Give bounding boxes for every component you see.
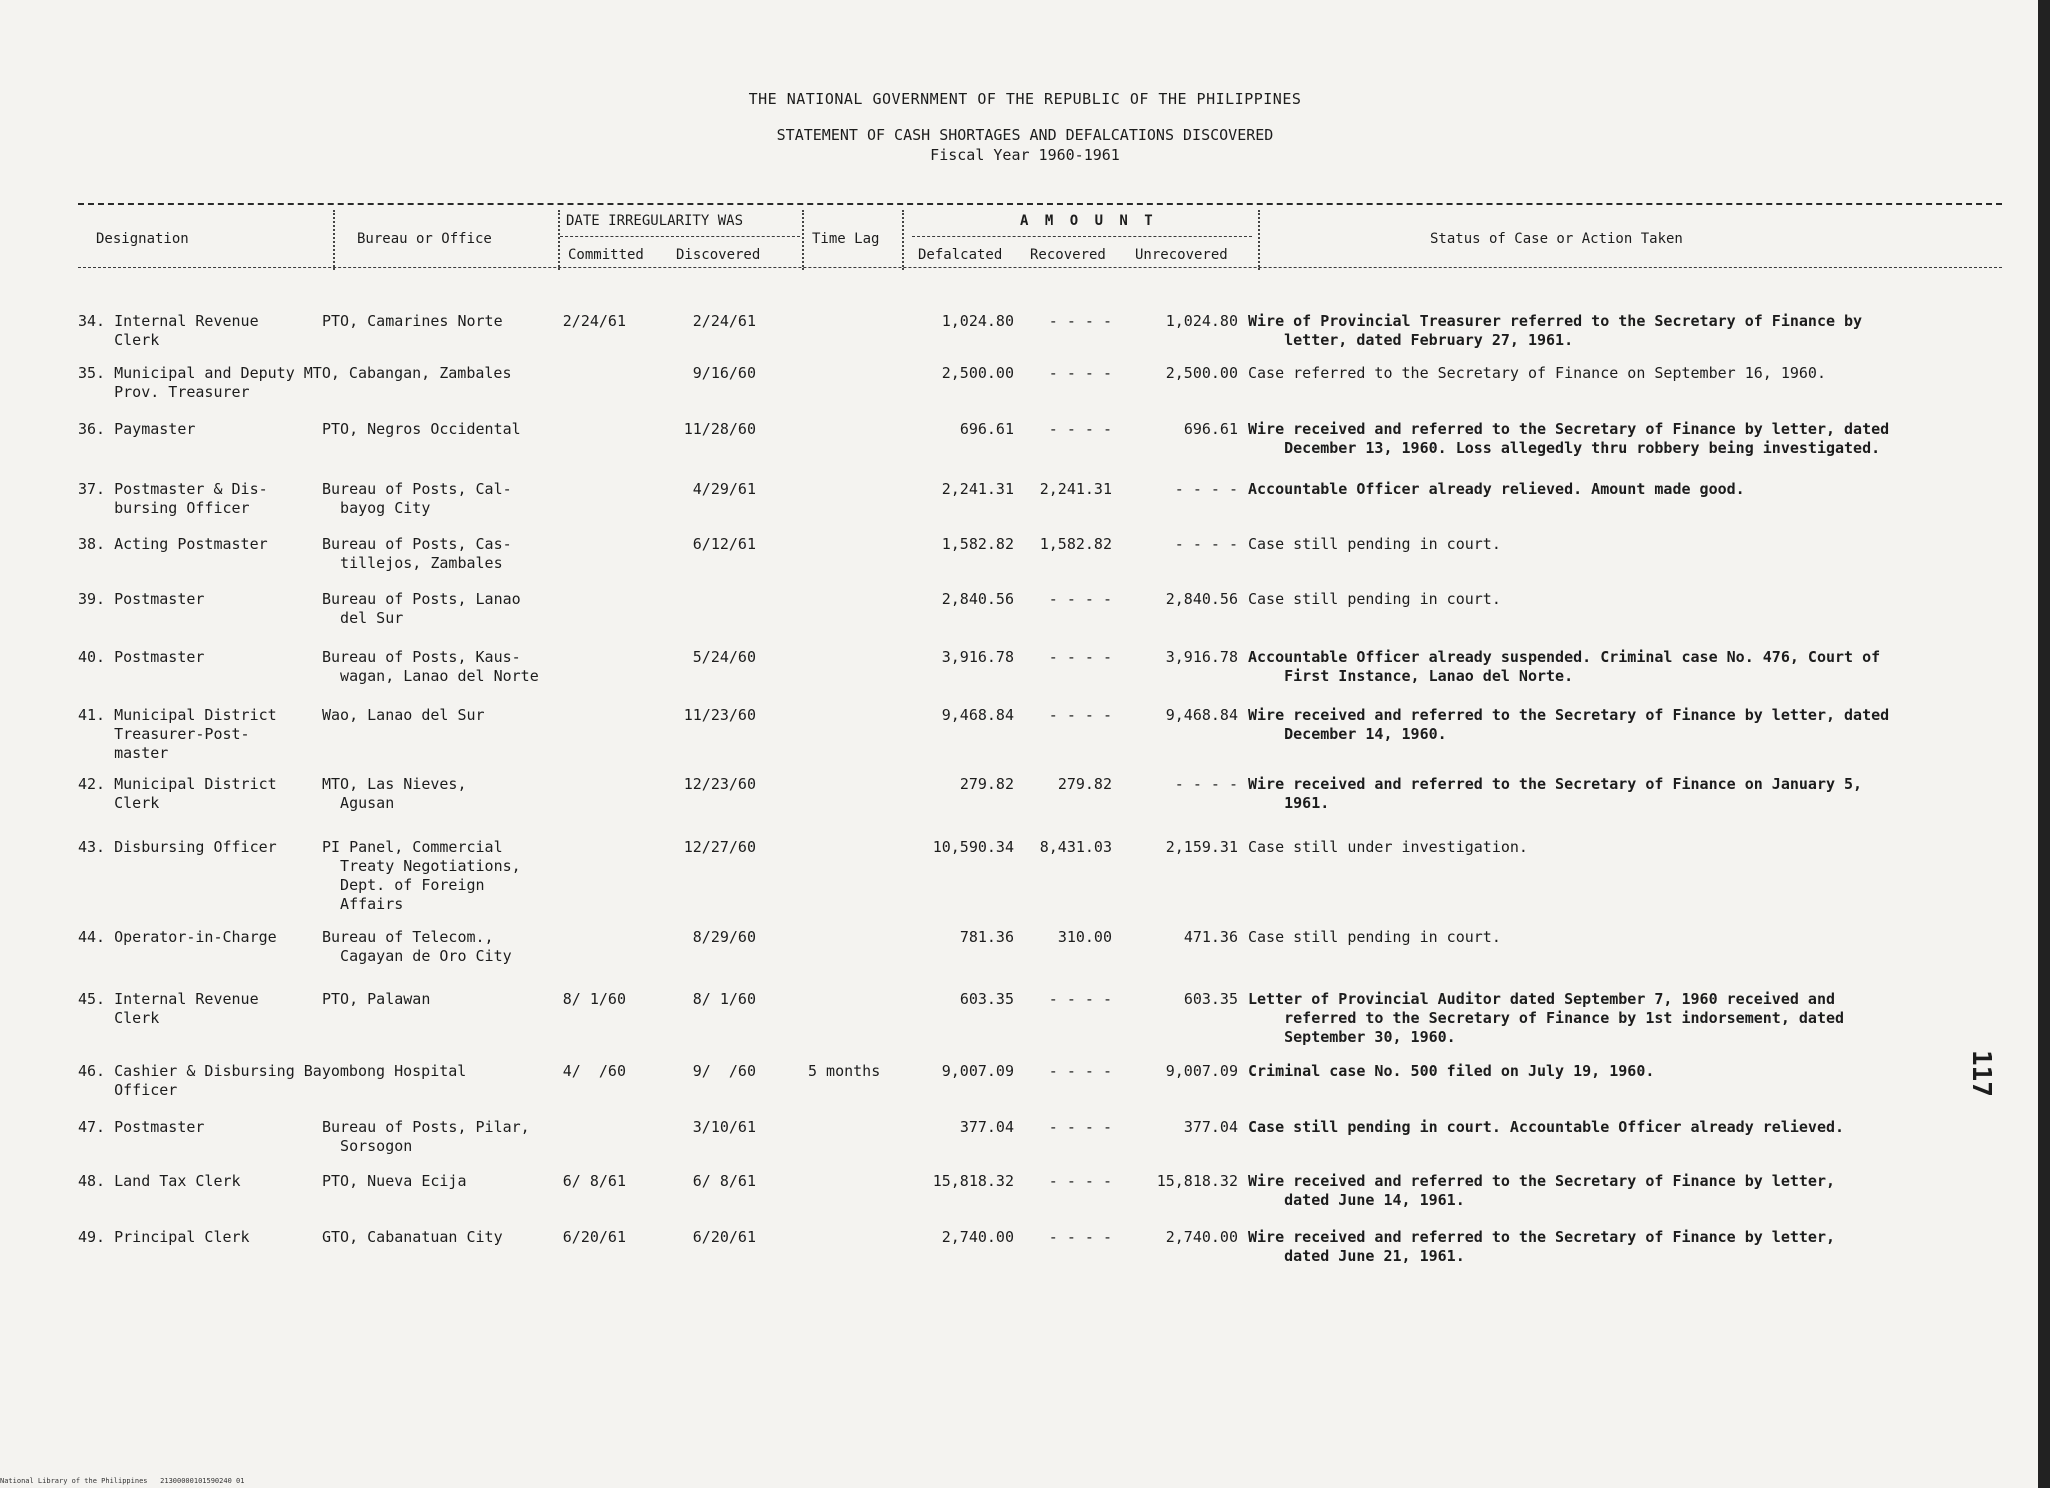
row-designation: 41. Municipal District Treasurer-Post- master <box>78 706 277 762</box>
col-amount-group: A M O U N T <box>1020 213 1157 229</box>
row-defalcated: 2,241.31 <box>941 480 1014 498</box>
row-discovered: 8/ 1/60 <box>692 990 756 1008</box>
row-status: Wire received and referred to the Secretary of Finance by letter, dated June 14, 1961. <box>1248 1172 1835 1209</box>
col-defalcated: Defalcated <box>918 247 1003 263</box>
col-status: Status of Case or Action Taken <box>1430 231 1683 247</box>
col-committed: Committed <box>568 247 644 263</box>
row-bureau: GTO, Cabanatuan City <box>322 1228 503 1246</box>
row-defalcated: 10,590.34 <box>932 838 1014 856</box>
row-unrecovered: 9,007.09 <box>1165 1062 1238 1080</box>
row-status: Case still pending in court. Accountable Officer already relieved. <box>1248 1118 1845 1136</box>
row-defalcated: 2,740.00 <box>941 1228 1014 1246</box>
row-recovered: 8,431.03 <box>1039 838 1112 856</box>
row-status: Wire received and referred to the Secretary of Finance by letter, dated December 14, 1960. <box>1248 706 1890 743</box>
row-unrecovered: 3,916.78 <box>1165 648 1238 666</box>
row-recovered: 1,582.82 <box>1039 535 1112 553</box>
row-discovered: 11/23/60 <box>683 706 756 724</box>
col-separator <box>902 210 904 270</box>
row-defalcated: 603.35 <box>959 990 1014 1008</box>
row-recovered: - - - - <box>1048 364 1112 382</box>
row-status: Criminal case No. 500 filed on July 19, 1960. <box>1248 1062 1655 1080</box>
row-discovered: 3/10/61 <box>692 1118 756 1136</box>
row-committed: 6/20/61 <box>562 1228 626 1246</box>
row-status: Wire received and referred to the Secretary of Finance by letter, dated June 21, 1961. <box>1248 1228 1835 1265</box>
row-recovered: - - - - <box>1048 312 1112 330</box>
row-committed: 6/ 8/61 <box>562 1172 626 1190</box>
row-status: Wire received and referred to the Secretary of Finance by letter, dated December 13, 1960. Loss allegedly thru robbery being investigated. <box>1248 420 1890 457</box>
row-discovered: 12/23/60 <box>683 775 756 793</box>
row-status: Letter of Provincial Auditor dated September 7, 1960 received and referred to the Secretary of Finance by 1st indorsement, dated September 30, 1960. <box>1248 990 1845 1046</box>
document-subtitle: STATEMENT OF CASH SHORTAGES AND DEFALCATIONS DISCOVERED <box>776 126 1274 144</box>
row-unrecovered: - - - - <box>1174 480 1238 498</box>
row-unrecovered: - - - - <box>1174 535 1238 553</box>
row-bureau: Bureau of Posts, Cas- tillejos, Zambales <box>322 535 512 572</box>
row-designation: 34. Internal Revenue Clerk <box>78 312 259 349</box>
row-recovered: - - - - <box>1048 1228 1112 1246</box>
row-unrecovered: 2,159.31 <box>1165 838 1238 856</box>
row-recovered: - - - - <box>1048 420 1112 438</box>
row-unrecovered: 15,818.32 <box>1156 1172 1238 1190</box>
row-committed: 2/24/61 <box>562 312 626 330</box>
row-designation: 45. Internal Revenue Clerk <box>78 990 259 1027</box>
col-bureau: Bureau or Office <box>357 231 492 247</box>
row-designation: 39. Postmaster <box>78 590 205 608</box>
row-designation: 35. Municipal and Deputy MTO, Cabangan, Zambales Prov. Treasurer <box>78 364 512 401</box>
page-number: 117 <box>1966 1050 1996 1097</box>
row-discovered: 9/16/60 <box>692 364 756 382</box>
row-bureau: Bureau of Telecom., Cagayan de Oro City <box>322 928 512 965</box>
col-unrecovered: Unrecovered <box>1135 247 1228 263</box>
row-recovered: - - - - <box>1048 1118 1112 1136</box>
col-separator <box>802 210 804 270</box>
col-recovered: Recovered <box>1030 247 1106 263</box>
row-status: Wire received and referred to the Secretary of Finance on January 5, 1961. <box>1248 775 1863 812</box>
row-bureau: PTO, Camarines Norte <box>322 312 503 330</box>
col-date-group: DATE IRREGULARITY WAS <box>566 213 744 229</box>
row-unrecovered: 2,740.00 <box>1165 1228 1238 1246</box>
amount-group-rule <box>912 236 1252 237</box>
row-designation: 36. Paymaster <box>78 420 196 438</box>
col-time-lag: Time Lag <box>812 231 880 247</box>
row-discovered: 6/ 8/61 <box>692 1172 756 1190</box>
row-discovered: 2/24/61 <box>692 312 756 330</box>
row-designation: 46. Cashier & Disbursing Bayombong Hospital Officer <box>78 1062 467 1099</box>
row-discovered: 6/12/61 <box>692 535 756 553</box>
row-unrecovered: 1,024.80 <box>1165 312 1238 330</box>
row-committed: 4/ /60 <box>562 1062 626 1080</box>
row-bureau: PTO, Nueva Ecija <box>322 1172 467 1190</box>
row-discovered: 12/27/60 <box>683 838 756 856</box>
row-designation: 47. Postmaster <box>78 1118 205 1136</box>
row-bureau: Bureau of Posts, Lanao del Sur <box>322 590 521 627</box>
row-bureau: Bureau of Posts, Cal- bayog City <box>322 480 512 517</box>
row-discovered: 5/24/60 <box>692 648 756 666</box>
row-unrecovered: 2,840.56 <box>1165 590 1238 608</box>
row-bureau: MTO, Las Nieves, Agusan <box>322 775 467 812</box>
row-recovered: - - - - <box>1048 1062 1112 1080</box>
document-title: THE NATIONAL GOVERNMENT OF THE REPUBLIC OF THE PHILIPPINES <box>748 90 1302 108</box>
row-defalcated: 279.82 <box>959 775 1014 793</box>
row-discovered: 6/20/61 <box>692 1228 756 1246</box>
row-defalcated: 9,468.84 <box>941 706 1014 724</box>
row-discovered: 8/29/60 <box>692 928 756 946</box>
row-status: Case referred to the Secretary of Finance on September 16, 1960. <box>1248 364 1826 382</box>
row-defalcated: 1,024.80 <box>941 312 1014 330</box>
row-designation: 44. Operator-in-Charge <box>78 928 277 946</box>
col-designation: Designation <box>96 231 189 247</box>
row-recovered: 2,241.31 <box>1039 480 1112 498</box>
row-defalcated: 3,916.78 <box>941 648 1014 666</box>
row-designation: 37. Postmaster & Dis- bursing Officer <box>78 480 268 517</box>
table-header-bottom-rule <box>78 267 2002 268</box>
row-status: Accountable Officer already suspended. Criminal case No. 476, Court of First Instance, Lanao del Norte. <box>1248 648 1881 685</box>
row-recovered: - - - - <box>1048 990 1112 1008</box>
row-bureau: PI Panel, Commercial Treaty Negotiations, Dept. of Foreign Affairs <box>322 838 521 913</box>
footer-stamp: National Library of the Philippines 21300000101590240 01 <box>0 1477 245 1485</box>
row-designation: 48. Land Tax Clerk <box>78 1172 241 1190</box>
row-defalcated: 2,840.56 <box>941 590 1014 608</box>
row-defalcated: 696.61 <box>959 420 1014 438</box>
row-designation: 43. Disbursing Officer <box>78 838 277 856</box>
scan-edge <box>2038 0 2050 1488</box>
row-bureau: PTO, Palawan <box>322 990 431 1008</box>
row-designation: 42. Municipal District Clerk <box>78 775 277 812</box>
row-unrecovered: 471.36 <box>1183 928 1238 946</box>
row-defalcated: 1,582.82 <box>941 535 1014 553</box>
row-discovered: 9/ /60 <box>692 1062 756 1080</box>
col-separator <box>1258 210 1260 270</box>
row-unrecovered: 603.35 <box>1183 990 1238 1008</box>
row-unrecovered: - - - - <box>1174 775 1238 793</box>
table-top-rule <box>78 203 2002 205</box>
date-group-rule <box>560 236 800 237</box>
row-defalcated: 15,818.32 <box>932 1172 1014 1190</box>
row-recovered: 310.00 <box>1057 928 1112 946</box>
row-status: Case still pending in court. <box>1248 928 1501 946</box>
row-status: Case still under investigation. <box>1248 838 1528 856</box>
row-bureau: Wao, Lanao del Sur <box>322 706 485 724</box>
row-unrecovered: 2,500.00 <box>1165 364 1238 382</box>
row-designation: 38. Acting Postmaster <box>78 535 268 553</box>
row-unrecovered: 9,468.84 <box>1165 706 1238 724</box>
row-bureau: Bureau of Posts, Kaus- wagan, Lanao del Norte <box>322 648 539 685</box>
row-recovered: - - - - <box>1048 590 1112 608</box>
row-committed: 8/ 1/60 <box>562 990 626 1008</box>
row-status: Wire of Provincial Treasurer referred to the Secretary of Finance by letter, dated February 27, 1961. <box>1248 312 1863 349</box>
row-defalcated: 9,007.09 <box>941 1062 1014 1080</box>
row-recovered: - - - - <box>1048 706 1112 724</box>
row-recovered: - - - - <box>1048 648 1112 666</box>
row-defalcated: 2,500.00 <box>941 364 1014 382</box>
row-discovered: 4/29/61 <box>692 480 756 498</box>
row-designation: 40. Postmaster <box>78 648 205 666</box>
row-recovered: 279.82 <box>1057 775 1112 793</box>
row-status: Case still pending in court. <box>1248 590 1501 608</box>
row-recovered: - - - - <box>1048 1172 1112 1190</box>
row-bureau: Bureau of Posts, Pilar, Sorsogon <box>322 1118 530 1155</box>
row-discovered: 11/28/60 <box>683 420 756 438</box>
row-designation: 49. Principal Clerk <box>78 1228 250 1246</box>
row-bureau: PTO, Negros Occidental <box>322 420 521 438</box>
col-discovered: Discovered <box>676 247 761 263</box>
row-defalcated: 781.36 <box>959 928 1014 946</box>
row-unrecovered: 377.04 <box>1183 1118 1238 1136</box>
col-separator <box>333 210 335 270</box>
row-defalcated: 377.04 <box>959 1118 1014 1136</box>
row-status: Accountable Officer already relieved. Amount made good. <box>1248 480 1745 498</box>
row-time-lag: 5 months <box>808 1062 881 1080</box>
row-unrecovered: 696.61 <box>1183 420 1238 438</box>
fiscal-year: Fiscal Year 1960-1961 <box>930 146 1120 164</box>
row-status: Case still pending in court. <box>1248 535 1501 553</box>
col-separator <box>558 210 560 270</box>
